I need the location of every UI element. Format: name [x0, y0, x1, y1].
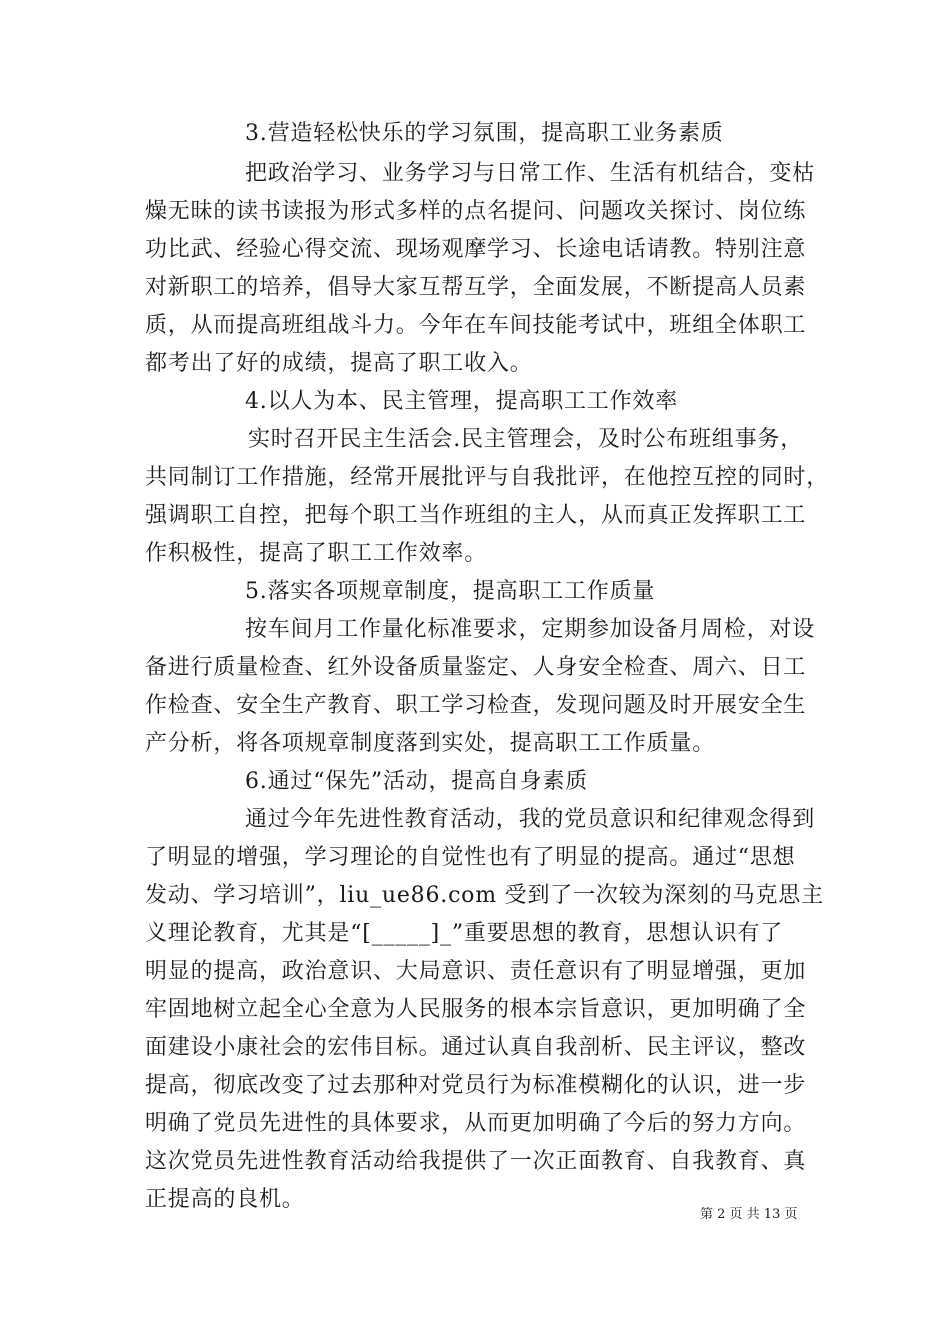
paragraph-line: 义理论教育，尤其是“[_____]_”重要思想的教育，思想认识有了 — [145, 921, 784, 946]
page-number-footer: 第 2 页 共 13 页 — [700, 1207, 798, 1222]
paragraph-line: 发动、学习培训”，liu_ue86.com 受到了一次较为深刻的马克思主 — [145, 883, 824, 908]
paragraph-line: 了明显的增强，学习理论的自觉性也有了明显的提高。通过“思想 — [145, 845, 796, 870]
paragraph-line: 产分析，将各项规章制度落到实处，提高职工工作质量。 — [145, 731, 716, 756]
paragraph-line: 作积极性，提高了职工工作效率。 — [145, 541, 488, 566]
paragraph-line: 提高，彻底改变了过去那种对党员行为标准模糊化的认识，进一步 — [145, 1073, 807, 1098]
paragraph-line: 正提高的良机。 — [145, 1187, 305, 1212]
paragraph-line: 通过今年先进性教育活动，我的党员意识和纪律观念得到 — [245, 807, 816, 832]
section-heading-4: 4.以人为本、民主管理，提高职工工作效率 — [245, 389, 678, 414]
paragraph-line: 功比武、经验心得交流、现场观摩学习、长途电话请教。特别注意 — [145, 237, 807, 262]
paragraph-line: 对新职工的培养，倡导大家互帮互学，全面发展，不断提高人员素 — [145, 275, 807, 300]
paragraph-line: 质，从而提高班组战斗力。今年在车间技能考试中，班组全体职工 — [145, 313, 807, 338]
paragraph-line: 作检查、安全生产教育、职工学习检查，发现问题及时开展安全生 — [145, 693, 807, 718]
paragraph-line: 都考出了好的成绩，提高了职工收入。 — [145, 351, 533, 376]
paragraph-line: 共同制订工作措施，经常开展批评与自我批评，在他控互控的同时， — [145, 465, 830, 490]
paragraph-line: 备进行质量检查、红外设备质量鉴定、人身安全检查、周六、日工 — [145, 655, 807, 680]
section-heading-5: 5.落实各项规章制度，提高职工工作质量 — [245, 579, 656, 604]
paragraph-line: 强调职工自控，把每个职工当作班组的主人，从而真正发挥职工工 — [145, 503, 807, 528]
section-heading-3: 3.营造轻松快乐的学习氛围，提高职工业务素质 — [245, 121, 724, 146]
paragraph-line: 按车间月工作量化标准要求，定期参加设备月周检，对设 — [245, 617, 816, 642]
paragraph-line: 这次党员先进性教育活动给我提供了一次正面教育、自我教育、真 — [145, 1149, 807, 1174]
paragraph-line: 燥无昧的读书读报为形式多样的点名提问、问题攻关探讨、岗位练 — [145, 199, 807, 224]
paragraph-line: 明确了党员先进性的具体要求，从而更加明确了今后的努力方向。 — [145, 1111, 807, 1136]
paragraph-line: 面建设小康社会的宏伟目标。通过认真自我剖析、民主评议，整改 — [145, 1035, 807, 1060]
paragraph-line: 把政治学习、业务学习与日常工作、生活有机结合，变枯 — [245, 161, 816, 186]
section-heading-6: 6.通过“保先”活动，提高自身素质 — [245, 769, 589, 794]
paragraph-line: 实时召开民主生活会.民主管理会，及时公布班组事务， — [248, 427, 803, 452]
paragraph-line: 明显的提高，政治意识、大局意识、责任意识有了明显增强，更加 — [145, 959, 807, 984]
paragraph-line: 牢固地树立起全心全意为人民服务的根本宗旨意识，更加明确了全 — [145, 997, 807, 1022]
